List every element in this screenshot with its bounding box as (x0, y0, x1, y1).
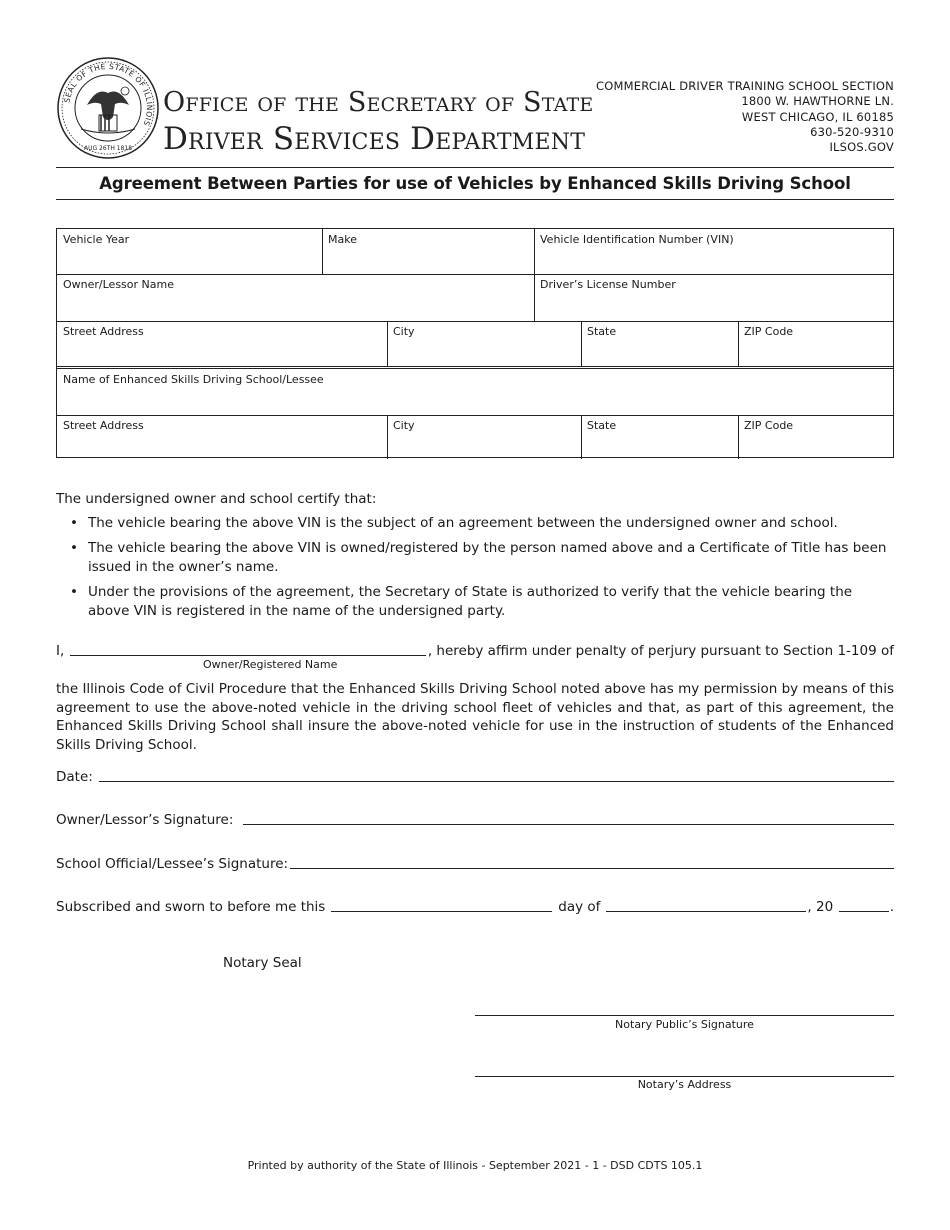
sworn-text-2: day of (558, 899, 601, 915)
org-line-2: Driver Services Department (163, 121, 586, 157)
field-label: Owner/Lessor Name (63, 278, 174, 291)
affirmation-line (56, 641, 894, 659)
owner-signature-label: Owner/Lessor’s Signature: (56, 812, 234, 828)
sworn-text-3: , 20 (807, 899, 834, 915)
school-name-field[interactable] (57, 369, 893, 415)
title-rule-top (56, 167, 894, 168)
form-footer: Printed by authority of the State of Illinois - September 2021 - 1 - DSD CDTS 105.1 (247, 1159, 703, 1172)
field-label: Driver’s License Number (540, 278, 676, 291)
address-website: ILSOS.GOV (829, 140, 894, 155)
title-rule-bottom (56, 199, 894, 200)
field-label: Vehicle Identification Number (VIN) (540, 233, 734, 246)
field-label: ZIP Code (744, 419, 794, 432)
vehicle-year-field[interactable] (57, 229, 322, 274)
field-label: ZIP Code (744, 325, 794, 338)
school-signature-label: School Official/Lessee’s Signature: (56, 856, 289, 872)
owner-name-blank[interactable] (70, 641, 426, 656)
owner-name-field[interactable] (57, 274, 534, 321)
certify-list (56, 514, 894, 627)
sworn-day-blank[interactable] (331, 897, 552, 912)
sworn-text-4: . (889, 899, 894, 915)
school-signature-blank[interactable] (290, 854, 894, 869)
sworn-row (56, 897, 894, 915)
form-title: Agreement Between Parties for use of Vehicles by Enhanced Skills Driving School (99, 174, 851, 193)
owner-signature-blank[interactable] (243, 810, 894, 825)
owner-name-caption: Owner/Registered Name (203, 658, 338, 671)
notary-address-caption: Notary’s Address (637, 1078, 732, 1091)
owner-street-field[interactable] (57, 321, 387, 366)
owner-city-field[interactable] (387, 321, 581, 366)
field-label: City (393, 419, 415, 432)
office-address (596, 79, 894, 155)
affirm-paragraph: the Illinois Code of Civil Procedure that the Enhanced Skills Driving School noted above has my permission by means of this agreement to use the above-noted vehicle in the driving school fleet of vehicles and that, as part of this agreement, the Enhanced Skills Driving School shall insure the above-noted vehicle for use in the instruction of students of the Enhanced Skills Driving School. (56, 681, 894, 753)
school-signature-row (56, 854, 894, 872)
date-label: Date: (56, 769, 93, 785)
org-line-1: Office of the Secretary of State (163, 87, 594, 118)
school-state-field[interactable] (581, 415, 738, 459)
affirm-suffix: , hereby affirm under penalty of perjury pursuant to Section 1-109 of (427, 643, 894, 659)
address-phone: 630-520-9310 (810, 124, 894, 139)
address-line: COMMERCIAL DRIVER TRAINING SCHOOL SECTION (596, 79, 894, 93)
notary-seal-label: Notary Seal (223, 955, 302, 971)
notary-signature-line[interactable] (475, 1015, 894, 1016)
certify-intro: The undersigned owner and school certify that: (56, 491, 377, 507)
affirm-prefix: I, (56, 643, 65, 659)
make-field[interactable] (322, 229, 534, 274)
address-line: WEST CHICAGO, IL 60185 (741, 109, 894, 124)
license-number-field[interactable] (534, 274, 893, 321)
state-seal-icon (57, 57, 159, 159)
list-item: • The vehicle bearing the above VIN is the subject of an agreement between the undersigned owner and school. (56, 514, 894, 533)
seal-text: SEAL OF THE STATE OF ILLINOIS (62, 61, 155, 128)
date-row (56, 767, 894, 785)
school-street-field[interactable] (57, 415, 387, 459)
address-line: 1800 W. HAWTHORNE LN. (741, 94, 894, 109)
owner-state-field[interactable] (581, 321, 738, 366)
field-label: Street Address (63, 419, 144, 432)
organization-name (163, 86, 593, 158)
field-label: Make (328, 233, 357, 246)
field-label: Street Address (63, 325, 144, 338)
school-zip-field[interactable] (738, 415, 893, 459)
school-city-field[interactable] (387, 415, 581, 459)
field-label: Name of Enhanced Skills Driving School/Lessee (63, 373, 324, 386)
field-label: Vehicle Year (63, 233, 130, 246)
owner-signature-row (56, 810, 894, 828)
seal-date: AUG 26TH 1818 (83, 145, 133, 152)
list-item: • Under the provisions of the agreement, the Secretary of State is authorized to verify that the vehicle bearing the above VIN is registered in the name of the undersigned party. (56, 583, 894, 621)
notary-signature-caption: Notary Public’s Signature (615, 1018, 754, 1031)
sworn-year-blank[interactable] (839, 897, 889, 912)
owner-zip-field[interactable] (738, 321, 893, 366)
sworn-month-blank[interactable] (606, 897, 806, 912)
notary-address-line[interactable] (475, 1076, 894, 1077)
field-label: State (587, 419, 617, 432)
date-blank[interactable] (99, 767, 894, 782)
field-label: City (393, 325, 415, 338)
sworn-text-1: Subscribed and sworn to before me this (56, 899, 326, 915)
list-item: • The vehicle bearing the above VIN is owned/registered by the person named above and a Certificate of Title has been issued in the owner’s name. (56, 539, 894, 577)
field-label: State (587, 325, 617, 338)
vin-field[interactable] (534, 229, 893, 274)
vehicle-info-grid (56, 228, 894, 458)
